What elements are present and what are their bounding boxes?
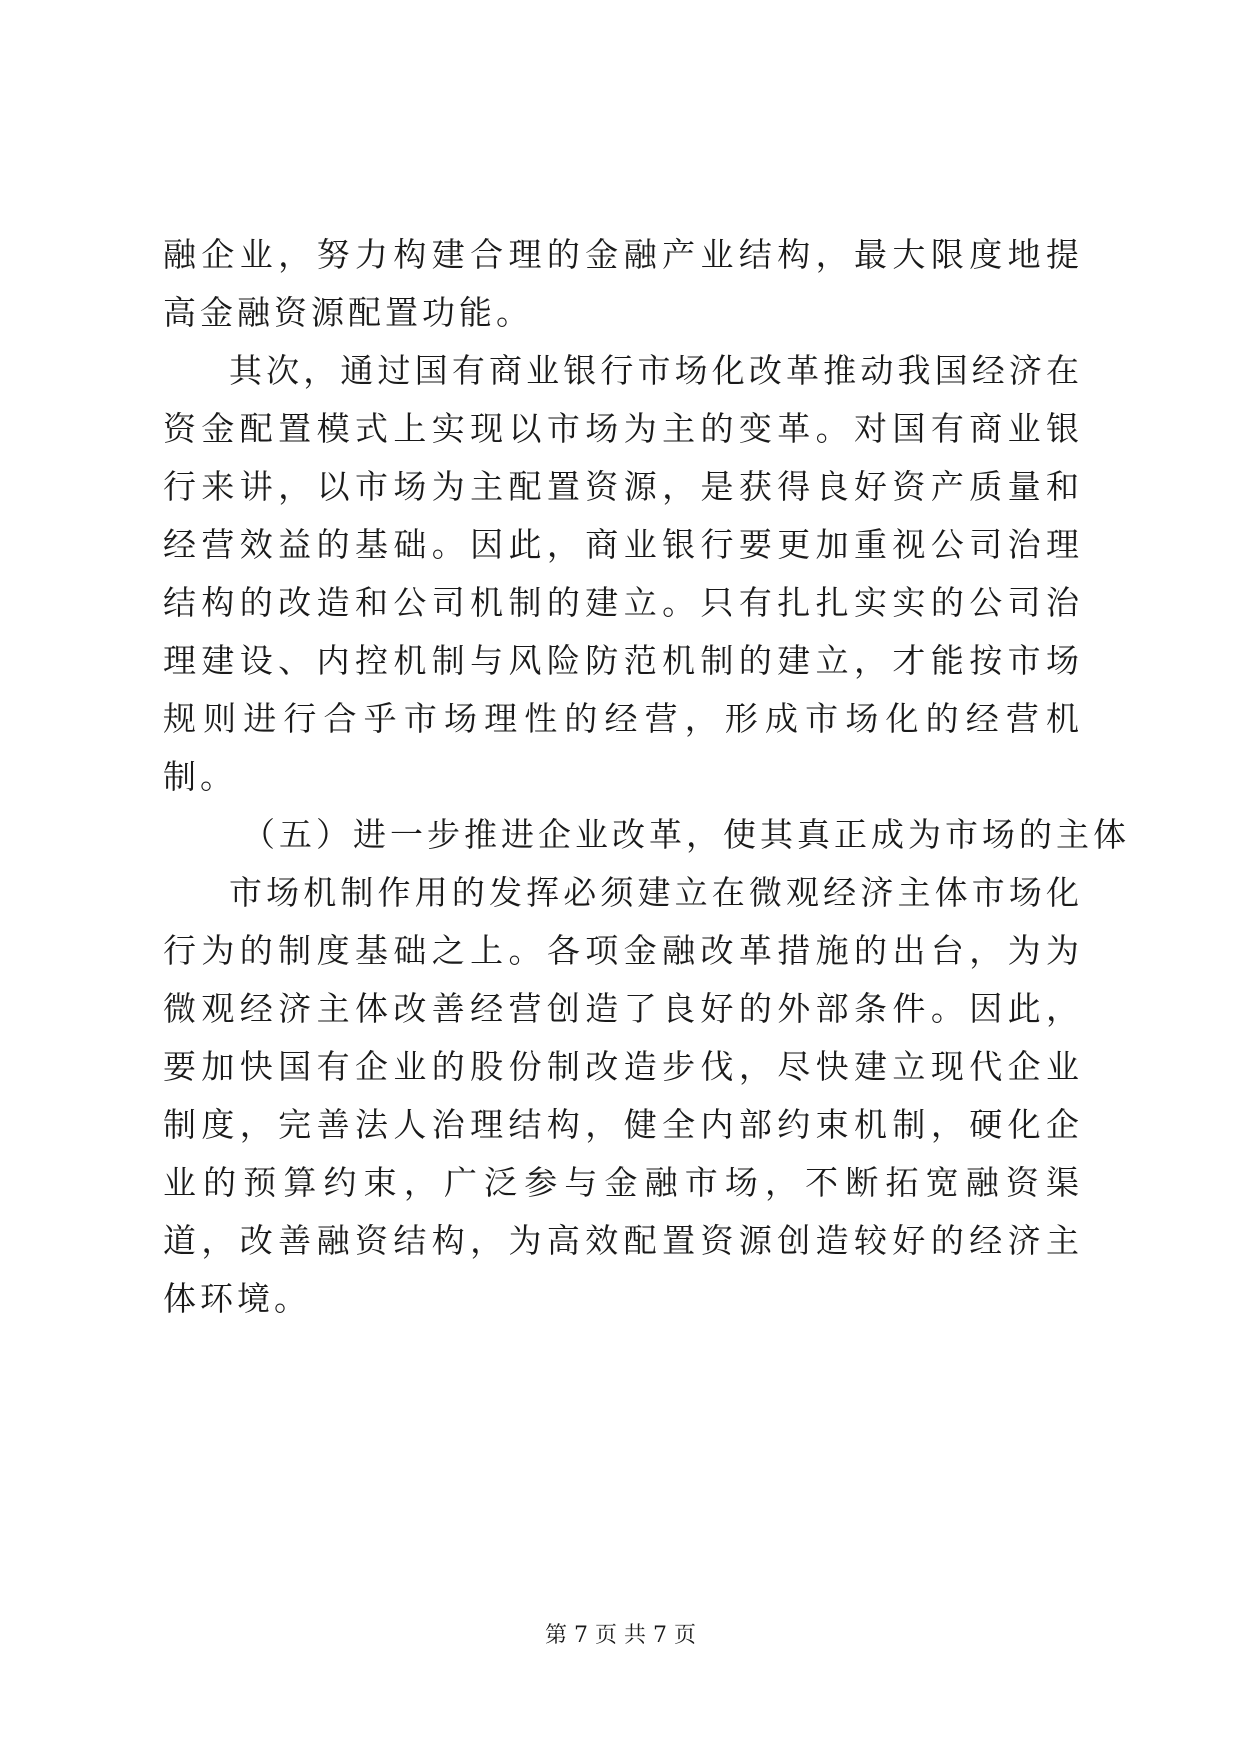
page-number-footer: 第 7 页 共 7 页 [545, 1623, 696, 1648]
paragraph-enterprise-reform: 市场机制作用的发挥必须建立在微观经济主体市场化行为的制度基础之上。各项金融改革措施的出台，为为微观经济主体改善经营创造了良好的外部条件。因此，要加快国有企业的股份制改造步伐，尽快建立现代企业制度，完善法人治理结构，健全内部约束机制，硬化企业的预算约束，广泛参与金融市场，不断拓宽融资渠道，改善融资结构，为高效配置资源创造较好的经济主体环境。 [163, 873, 1083, 1318]
paragraph-continuation: 融企业，努力构建合理的金融产业结构，最大限度地提高金融资源配置功能。 [163, 235, 1083, 332]
section-heading-5: （五）进一步推进企业改革，使其真正成为市场的主体 [242, 815, 1130, 854]
document-body [163, 226, 1130, 1328]
paragraph-commercial-bank-reform: 其次，通过国有商业银行市场化改革推动我国经济在资金配置模式上实现以市场为主的变革。对国有商业银行来讲，以市场为主配置资源，是获得良好资产质量和经营效益的基础。因此，商业银行要更加重视公司治理结构的改造和公司机制的建立。只有扎扎实实的公司治理建设、内控机制与风险防范机制的建立，才能按市场规则进行合乎市场理性的经营，形成市场化的经营机制。 [163, 351, 1083, 796]
